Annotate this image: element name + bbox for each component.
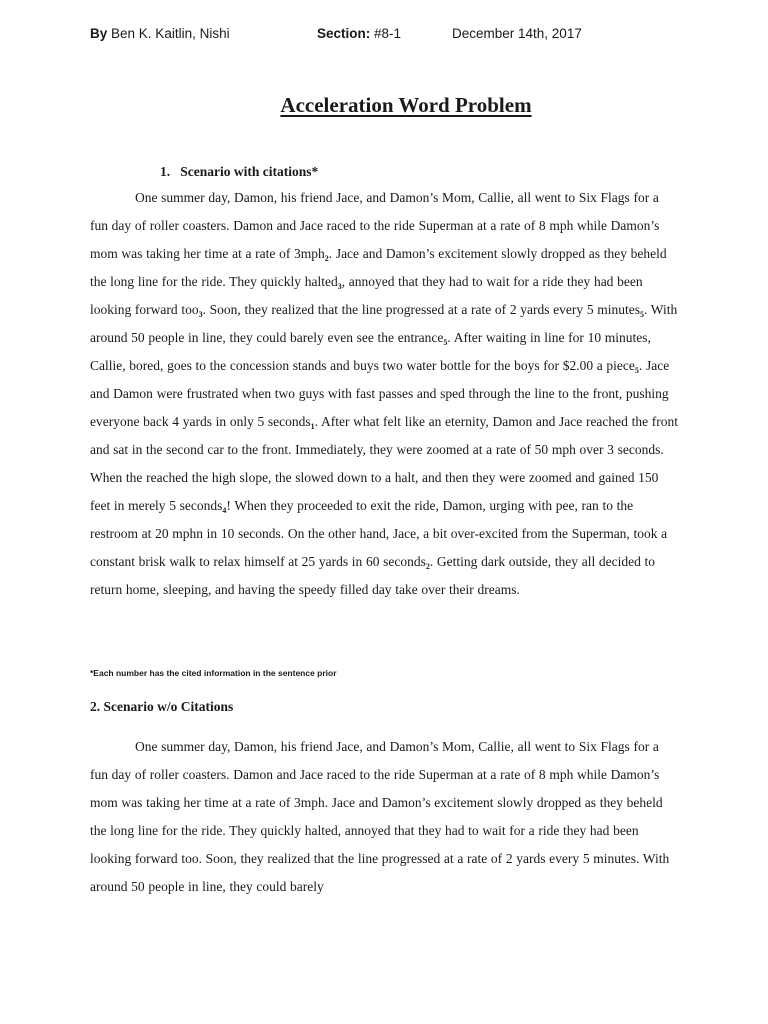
section-1-paragraph (90, 184, 680, 604)
citation-number: 5 (640, 310, 644, 319)
paragraph-text-run: . After waiting in line for 10 minutes, Callie, bored, goes to the concession stands and buys two water bottle for the boys for $2.00 a piece (90, 330, 651, 373)
paragraph-text-run: . Jace and Damon were frustrated when two guys with fast passes and sped through the line to the front, pushing everyone back 4 yards in only 5 seconds (90, 358, 670, 429)
section-label: Section: (317, 26, 371, 41)
byline (90, 26, 230, 41)
by-label: By (90, 26, 108, 41)
section-2-heading: 2. Scenario w/o Citations (90, 699, 234, 714)
citation-number: 2 (324, 254, 329, 263)
document-date: December 14th, 2017 (452, 26, 582, 41)
section-1-heading: 1. Scenario with citations* (160, 164, 319, 179)
paragraph-text-run: . With around 50 people in line, they could barely even see the entrance (90, 302, 678, 345)
section-2-paragraph: One summer day, Damon, his friend Jace, and Damon’s Mom, Callie, all went to Six Flags for a fun day of roller coasters. Damon and Jace raced to the ride Superman at a rate of 8 mph while Damon’s mom was taking her time at a rate of 3mph. Jace and Damon’s excitement slowly dropped as they beheld the long line for the ride. They quickly halted, annoyed that they had to wait for a ride they had been looking forward too. Soon, they realized that the line progressed at a rate of 2 yards every 5 minutes. With around 50 people in line, they could barely (90, 739, 670, 894)
citation-number: 1 (310, 422, 315, 431)
citation-number: 2 (425, 562, 430, 571)
paragraph-text-run: . Jace and Damon’s excitement slowly dropped as they beheld the long line for the ride. They quickly halted (90, 246, 667, 289)
citation-number: 5 (634, 366, 639, 375)
page-title (0, 93, 768, 118)
paragraph-text-run: . Soon, they realized that the line progressed at a rate of 2 yards every 5 minutes (202, 302, 640, 317)
citation-number: 5 (443, 338, 448, 347)
paragraph-text-run: ! When they proceeded to exit the ride, Damon, urging with pee, ran to the restroom at 20 mphn in 10 seconds. On the other hand, Jace, a bit over-excited from the Superman, took a constant brisk walk to relax himself at 25 yards in 60 seconds (90, 498, 668, 569)
document-header (90, 26, 730, 44)
author-names: Ben K. Kaitlin, Nishi (111, 26, 230, 41)
paragraph-text-run: One summer day, Damon, his friend Jace, and Damon’s Mom, Callie, all went to Six Flags for a fun day of roller coasters. Damon and Jace raced to the ride Superman at a rate of 8 mph while Damon’s mom was taking her time at a rate of 3mph (90, 190, 660, 261)
citation-number: 4 (222, 506, 227, 515)
citation-footnote: *Each number has the cited information in the sentence prior (90, 668, 337, 678)
section-info (317, 26, 401, 41)
paragraph-text-run: . After what felt like an eternity, Damon and Jace reached the front and sat in the second car to the front. Immediately, they were zoomed at a rate of 50 mph over 3 seconds. When the reached the high slope, the slowed down to a halt, and then they were zoomed and gained 150 feet in merely 5 seconds (90, 414, 678, 513)
citation-number: 3 (337, 282, 342, 291)
paragraph-text-run: . Getting dark outside, they all decided to return home, sleeping, and having the speedy filled day take over their dreams. (90, 554, 656, 597)
section-number: #8-1 (374, 26, 402, 41)
citation-number: 3 (198, 310, 203, 319)
paragraph-text-run: , annoyed that they had to wait for a ride they had been looking forward too (90, 274, 643, 317)
page-title-text: Acceleration Word Problem (280, 93, 532, 117)
